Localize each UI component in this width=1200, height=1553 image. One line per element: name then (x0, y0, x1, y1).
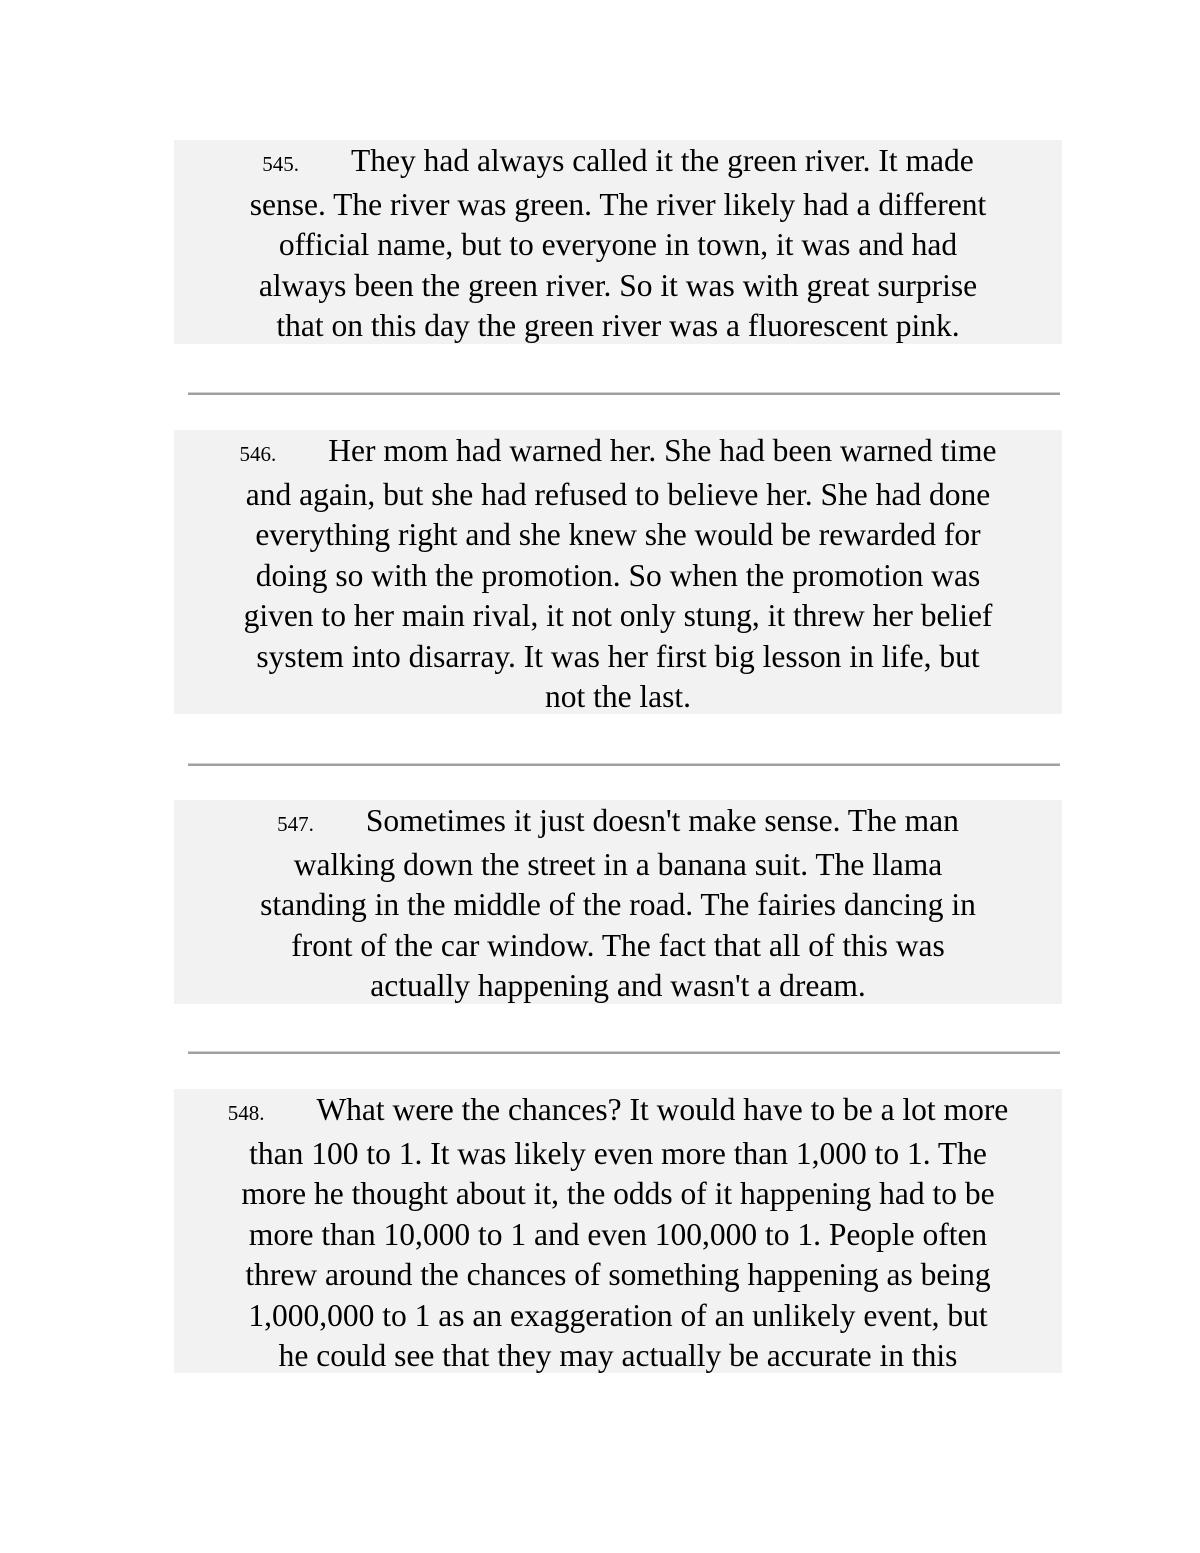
entry-line: official name, but to everyone in town, it was and had (278, 227, 958, 262)
entry-line: walking down the street in a banana suit. The llama (293, 846, 943, 882)
entry-line: front of the car window. The fact that all of this was (291, 927, 945, 963)
entry-line: system into disarray. It was her first big lesson in life, but (256, 638, 980, 674)
entry-line: than 100 to 1. It was likely even more than 1,000 to 1. The (249, 1135, 987, 1171)
entry-line: standing in the middle of the road. The fairies dancing in (260, 887, 976, 922)
entry-line: doing so with the promotion. So when the promotion was (255, 557, 981, 593)
entry-line: more he thought about it, the odds of it happening had to be (241, 1176, 995, 1211)
entry-545 (174, 140, 1062, 344)
entry-line: 1,000,000 to 1 as an exaggeration of an unlikely event, but (248, 1297, 988, 1333)
entry-547 (174, 800, 1062, 1004)
entry-line: given to her main rival, it not only stung, it threw her belief (243, 598, 993, 633)
entry-line: 546. Her mom had warned her. She had been warned time (174, 431, 1062, 475)
entry-number: 546. (239, 442, 277, 466)
entry-line: not the last. (544, 679, 692, 714)
entry-line: always been the green river. So it was with great surprise (258, 267, 978, 303)
entry-line: sense. The river was green. The river likely had a different (249, 186, 987, 222)
entry-line: actually happening and wasn't a dream. (370, 968, 866, 1003)
entry-number: 548. (227, 1101, 265, 1125)
entry-line: and again, but she had refused to believe her. She had done (245, 476, 991, 512)
entry-line: 548. What were the chances? It would have to be a lot more (174, 1090, 1062, 1134)
entry-line: that on this day the green river was a fluorescent pink. (276, 308, 960, 343)
entry-line: threw around the chances of something happening as being (245, 1257, 991, 1292)
entry-line: he could see that they may actually be accurate in this (278, 1338, 958, 1373)
divider (188, 763, 1060, 766)
entry-line: everything right and she knew she would be rewarded for (255, 517, 981, 552)
entry-548 (174, 1089, 1062, 1373)
entry-546 (174, 430, 1062, 714)
divider (188, 1051, 1060, 1054)
entry-number: 547. (277, 812, 314, 836)
entry-line: more than 10,000 to 1 and even 100,000 to 1. People often (248, 1216, 988, 1252)
divider (188, 392, 1060, 395)
entry-number: 545. (262, 152, 299, 176)
entry-line: 547. Sometimes it just doesn't make sense. The man (174, 801, 1062, 845)
entry-line: 545. They had always called it the green river. It made (174, 141, 1062, 185)
